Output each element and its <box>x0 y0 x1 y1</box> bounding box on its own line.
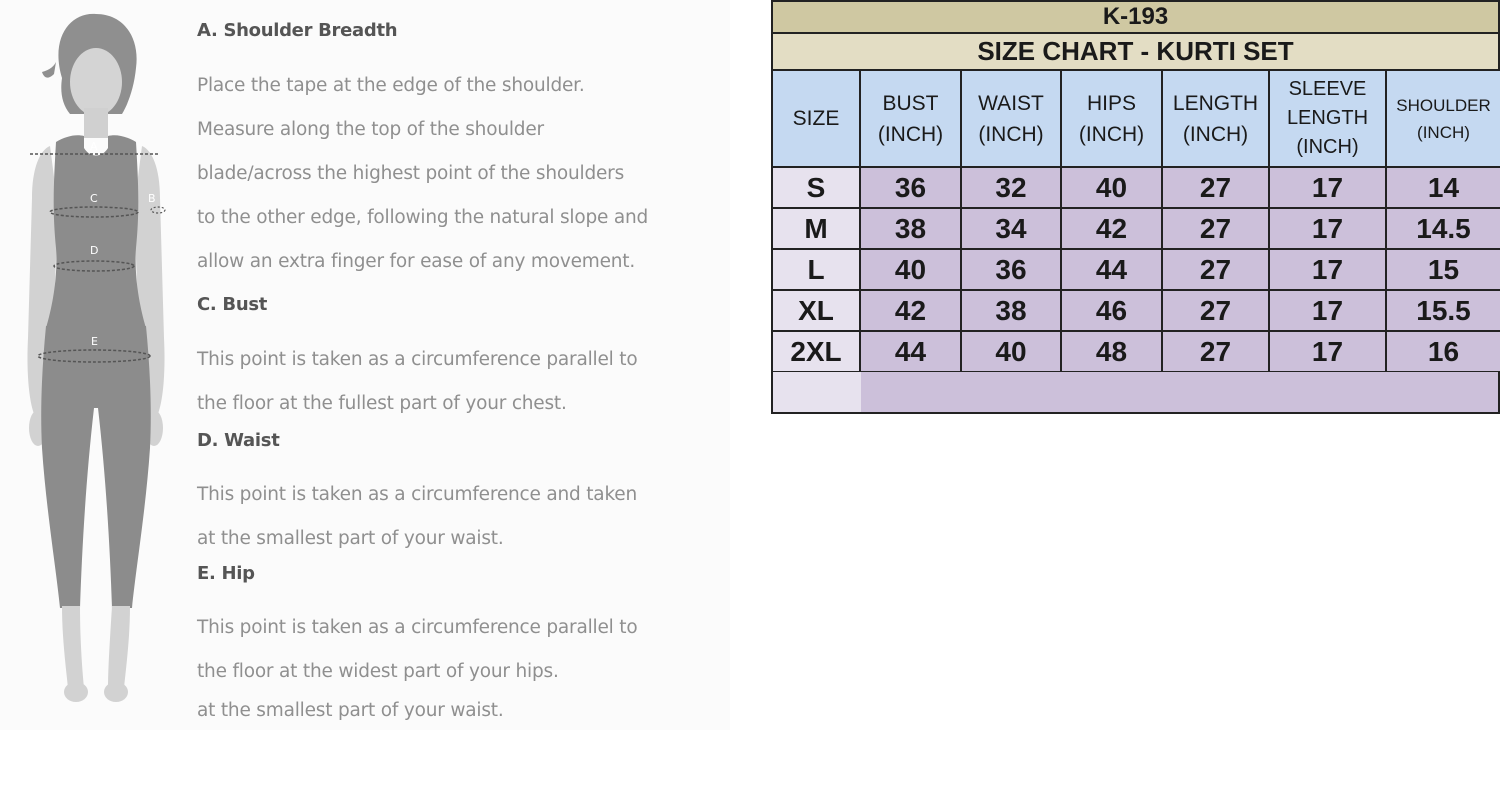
shoulder-breadth-heading: A. Shoulder Breadth <box>197 20 398 41</box>
waist-text <box>197 473 637 561</box>
header-hips: HIPS (INCH) <box>1061 70 1162 167</box>
bust-cell: 42 <box>860 290 961 331</box>
waist-cell: 38 <box>961 290 1061 331</box>
instruction-line: This point is taken as a circumference parallel to <box>197 349 638 370</box>
table-row <box>772 290 1500 331</box>
bust-text <box>197 338 637 426</box>
size-chart-title: SIZE CHART - KURTI SET <box>771 34 1500 70</box>
footer-size-cell <box>773 372 861 412</box>
instruction-line: blade/across the highest point of the shoulders <box>197 163 625 184</box>
bust-cell: 36 <box>860 167 961 208</box>
instruction-line: the floor at the fullest part of your chest. <box>197 393 567 414</box>
sleeve-length-cell: 17 <box>1269 167 1386 208</box>
mark-b-label: B <box>148 192 156 205</box>
instruction-line: at the smallest part of your waist. <box>197 528 504 549</box>
size-cell: M <box>772 208 860 249</box>
header-row <box>772 70 1500 167</box>
table-row <box>772 331 1500 372</box>
sleeve-length-cell: 17 <box>1269 208 1386 249</box>
length-cell: 27 <box>1162 290 1269 331</box>
shoulder-cell: 14.5 <box>1386 208 1500 249</box>
hips-cell: 48 <box>1061 331 1162 372</box>
instruction-line: This point is taken as a circumference and taken <box>197 484 638 505</box>
table-row <box>772 167 1500 208</box>
bust-cell: 44 <box>860 331 961 372</box>
hip-heading: E. Hip <box>197 563 255 584</box>
header-sleeve-length: SLEEVE LENGTH (INCH) <box>1269 70 1386 167</box>
size-chart <box>771 0 1500 414</box>
mark-a-label: A <box>90 140 98 153</box>
size-cell: S <box>772 167 860 208</box>
bust-cell: 38 <box>860 208 961 249</box>
size-table <box>771 69 1500 373</box>
instruction-line: allow an extra finger for ease of any movement. <box>197 251 636 272</box>
header-length: LENGTH (INCH) <box>1162 70 1269 167</box>
header-bust: BUST (INCH) <box>860 70 961 167</box>
body-silhouette <box>10 8 180 720</box>
instruction-line: This point is taken as a circumference parallel to <box>197 617 638 638</box>
sleeve-length-cell: 17 <box>1269 331 1386 372</box>
hips-cell: 40 <box>1061 167 1162 208</box>
length-cell: 27 <box>1162 208 1269 249</box>
length-cell: 27 <box>1162 331 1269 372</box>
waist-cell: 36 <box>961 249 1061 290</box>
shoulder-cell: 14 <box>1386 167 1500 208</box>
bust-heading: C. Bust <box>197 294 268 315</box>
hips-cell: 46 <box>1061 290 1162 331</box>
shoulder-cell: 16 <box>1386 331 1500 372</box>
table-footer-row <box>771 372 1500 414</box>
shoulder-cell: 15.5 <box>1386 290 1500 331</box>
waist-cell: 32 <box>961 167 1061 208</box>
waist-cell: 40 <box>961 331 1061 372</box>
measurement-guide <box>0 0 730 730</box>
size-cell: XL <box>772 290 860 331</box>
instruction-line: the floor at the widest part of your hips. <box>197 661 559 682</box>
body-figure-illustration <box>10 8 180 720</box>
size-cell: L <box>772 249 860 290</box>
length-cell: 27 <box>1162 167 1269 208</box>
hip-extra-line: at the smallest part of your waist. <box>197 700 504 721</box>
shoulder-cell: 15 <box>1386 249 1500 290</box>
header-waist: WAIST (INCH) <box>961 70 1061 167</box>
size-cell: 2XL <box>772 331 860 372</box>
waist-cell: 34 <box>961 208 1061 249</box>
hip-text <box>197 606 637 694</box>
instruction-line: Place the tape at the edge of the shoulder. <box>197 75 585 96</box>
length-cell: 27 <box>1162 249 1269 290</box>
header-shoulder: SHOULDER (INCH) <box>1386 70 1500 167</box>
mark-c-label: C <box>90 192 98 205</box>
bust-cell: 40 <box>860 249 961 290</box>
waist-heading: D. Waist <box>197 430 280 451</box>
instruction-line: to the other edge, following the natural slope and <box>197 207 649 228</box>
hips-cell: 44 <box>1061 249 1162 290</box>
table-row <box>772 249 1500 290</box>
shoulder-breadth-text <box>197 64 648 284</box>
hips-cell: 42 <box>1061 208 1162 249</box>
header-size: SIZE <box>772 70 860 167</box>
product-code: K-193 <box>771 0 1500 34</box>
sleeve-length-cell: 17 <box>1269 249 1386 290</box>
sleeve-length-cell: 17 <box>1269 290 1386 331</box>
table-row <box>772 208 1500 249</box>
mark-e-label: E <box>91 335 98 348</box>
instruction-line: Measure along the top of the shoulder <box>197 119 544 140</box>
mark-d-label: D <box>90 244 99 257</box>
